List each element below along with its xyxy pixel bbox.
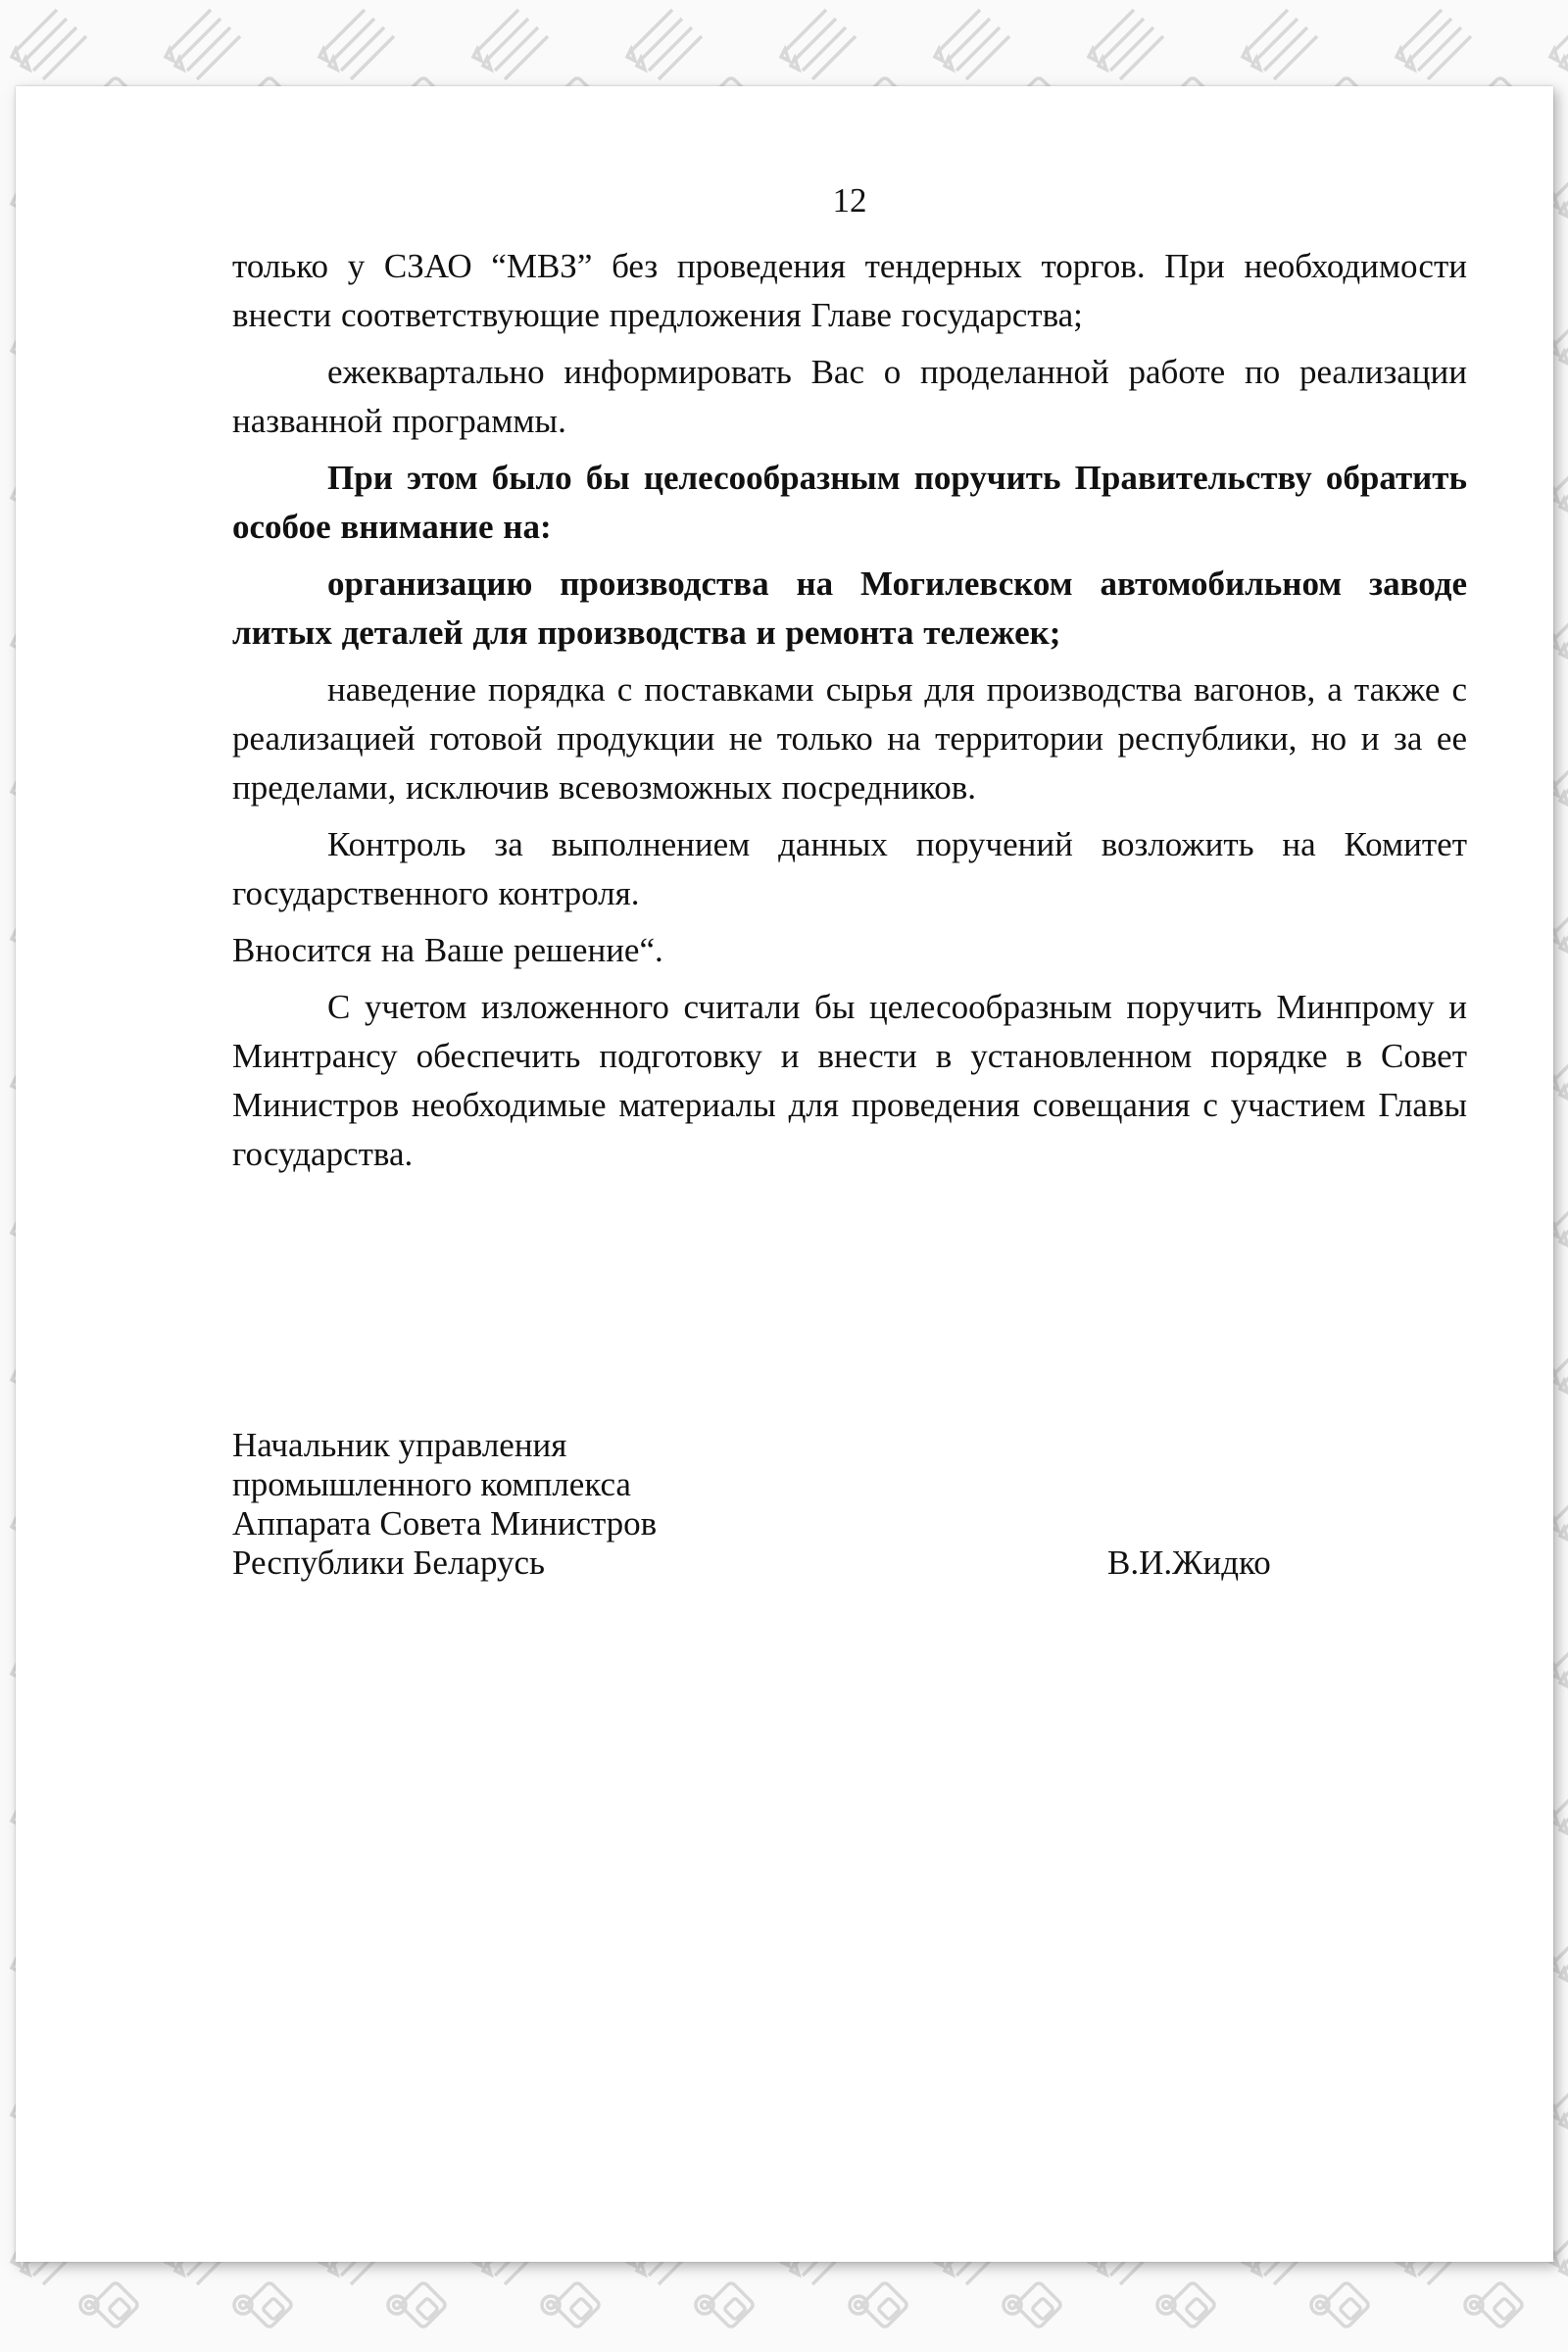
paragraph: Вносится на Ваше решение“. <box>232 931 663 969</box>
signature-title-line: Аппарата Совета Министров <box>232 1504 658 1543</box>
paragraph: С учетом изложенного считали бы целесообразным поручить Минпрому и Минтрансу обеспечить подготовку и внести в установленном порядке в Совет Министров необходимые материалы для проведения совещания с участием Главы государства. <box>232 988 1467 1173</box>
signature-name: В.И.Жидко <box>1107 1544 1271 1582</box>
signature-title-line: промышленного комплекса <box>232 1465 631 1503</box>
paragraph: Контроль за выполнением данных поручений возложить на Комитет государственного контроля. <box>232 825 1467 912</box>
page-number: 12 <box>832 181 867 220</box>
signature-title-line: Республики Беларусь <box>232 1544 545 1582</box>
signature-block <box>232 1426 1467 1583</box>
document-page <box>16 86 1553 2262</box>
paragraph: организацию производства на Могилевском автомобильном заводе литых деталей для производства и ремонта тележек; <box>232 564 1467 652</box>
paragraph: наведение порядка с поставками сырья для производства вагонов, а также с реализацией готовой продукции не только на территории республики, но и за ее пределами, исключив всевозможных посредников. <box>232 670 1467 807</box>
paragraph: ежеквартально информировать Вас о проделанной работе по реализации названной программы. <box>232 353 1467 440</box>
paragraph: только у СЗАО “МВЗ” без проведения тендерных торгов. При необходимости внести соответствующие предложения Главе государства; <box>232 247 1467 334</box>
signature-title-line: Начальник управления <box>232 1426 567 1464</box>
paragraph: При этом было бы целесообразным поручить Правительству обратить особое внимание на: <box>232 459 1467 546</box>
